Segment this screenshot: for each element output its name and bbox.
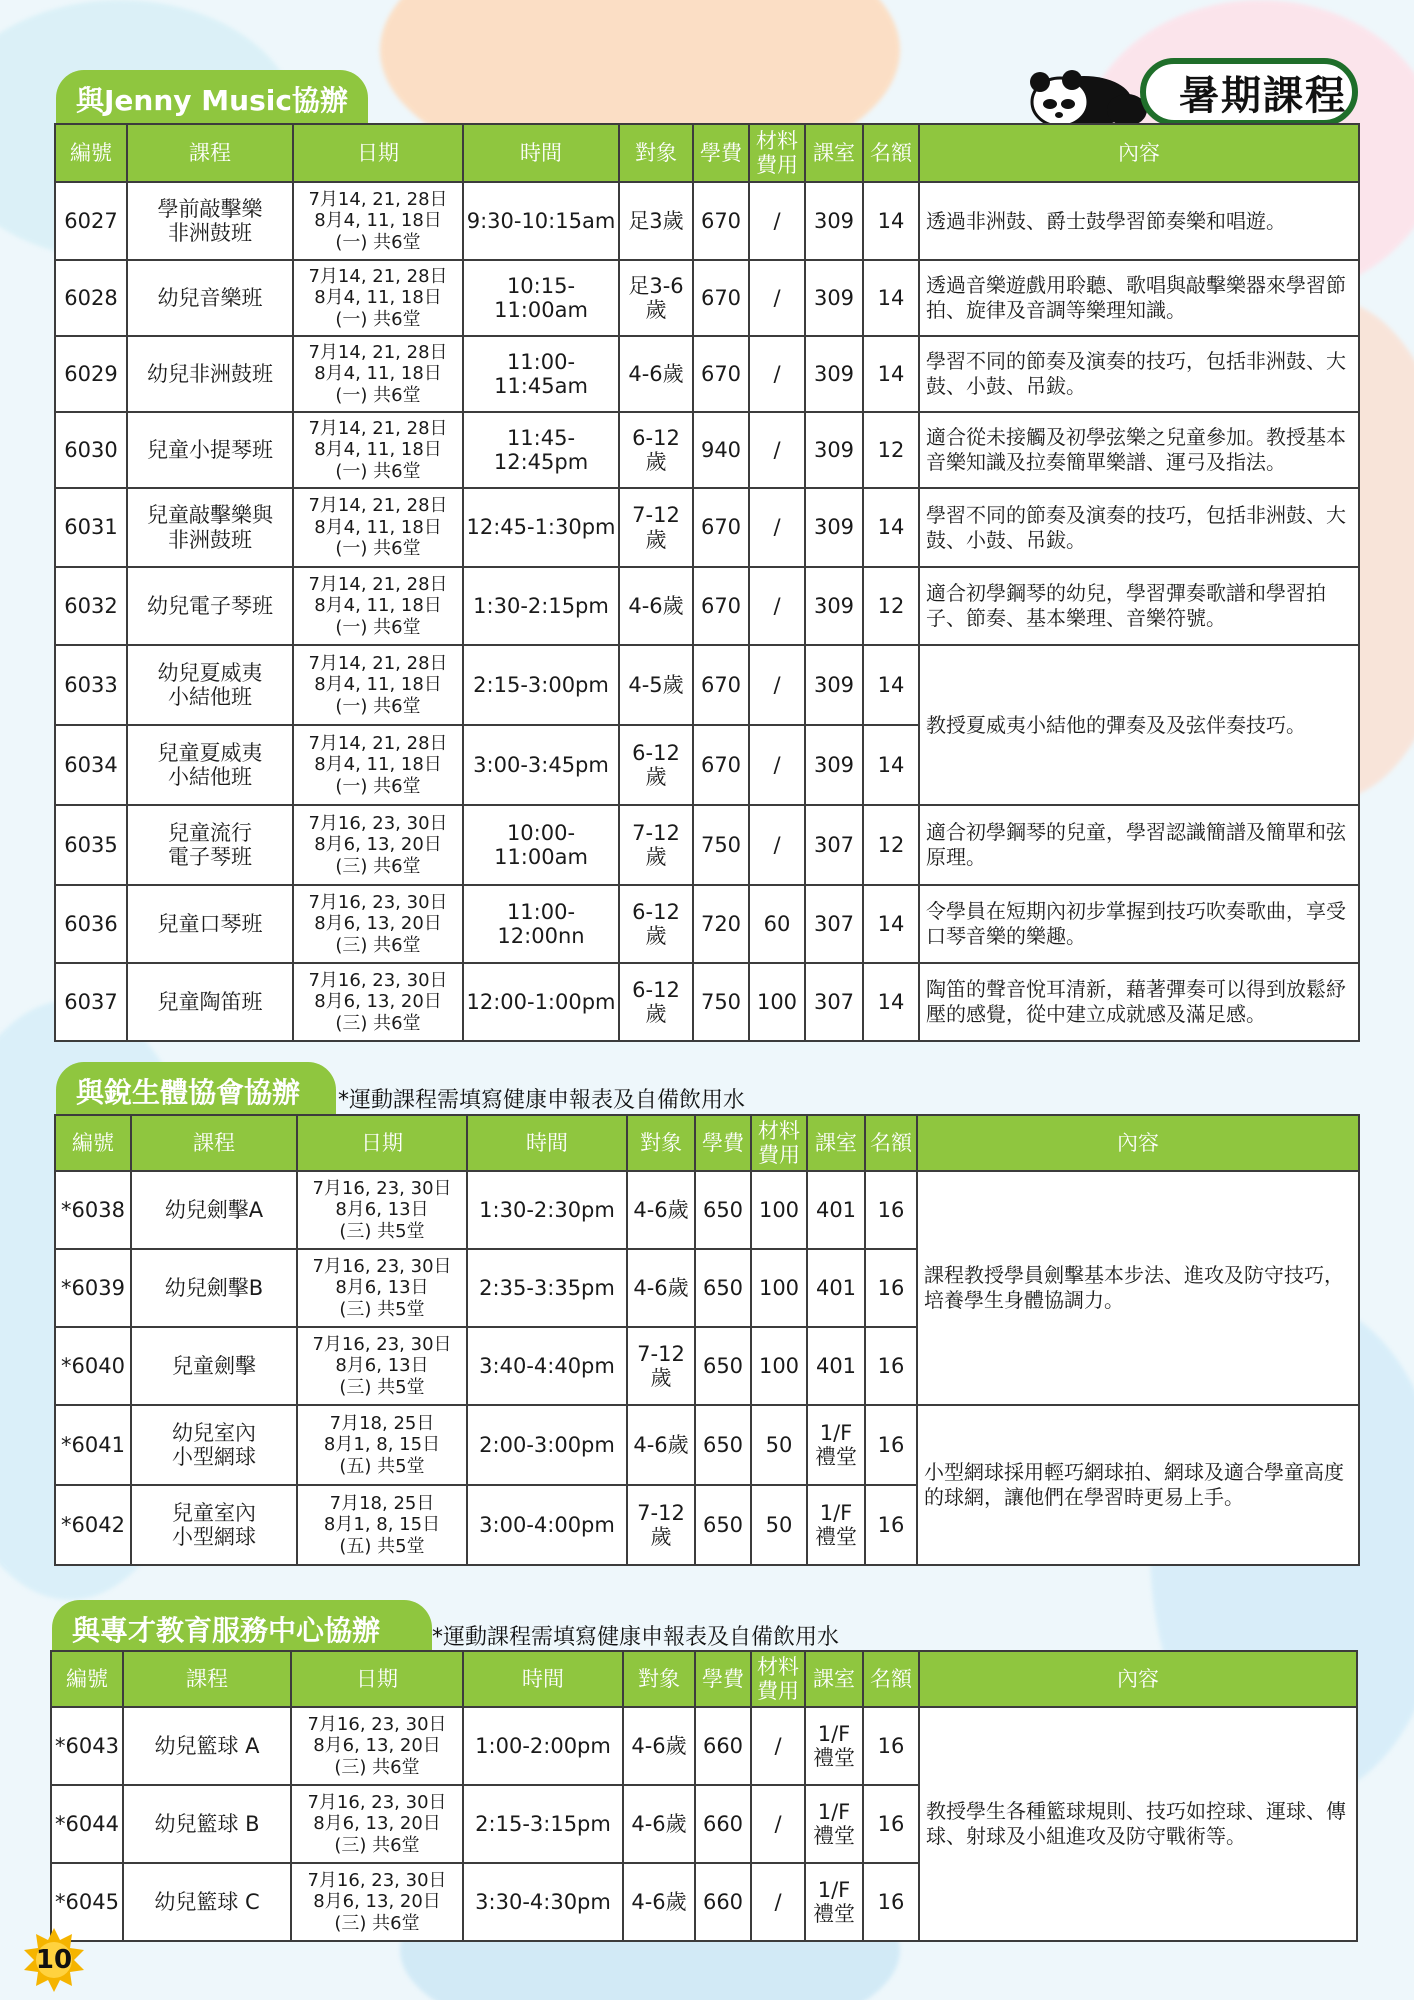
course-time: 2:00-3:00pm	[467, 1405, 627, 1485]
column-header: 課程	[123, 1651, 291, 1707]
course-room: 309	[805, 412, 863, 488]
page-number: 10	[35, 1945, 73, 1975]
course-time: 11:00-11:45am	[463, 336, 619, 412]
course-code: *6040	[55, 1327, 131, 1405]
table-header-row	[55, 1115, 1359, 1171]
column-header: 課室	[805, 124, 863, 182]
course-description: 適合從未接觸及初學弦樂之兒童參加。教授基本音樂知識及拉奏簡單樂譜、運弓及指法。	[919, 412, 1359, 488]
course-room: 1/F 禮堂	[805, 1785, 863, 1863]
course-age: 足3歲	[619, 182, 693, 260]
column-header: 課程	[127, 124, 293, 182]
course-description: 透過音樂遊戲用聆聽、歌唱與敲擊樂器來學習節拍、旋律及音調等樂理知識。	[919, 260, 1359, 336]
course-material-fee: /	[749, 725, 805, 805]
course-fee: 670	[693, 645, 749, 725]
column-header: 名額	[863, 124, 919, 182]
schedule-table-zhuancai	[50, 1650, 1358, 1942]
course-fee: 940	[693, 412, 749, 488]
course-quota: 14	[863, 488, 919, 567]
course-quota: 12	[863, 805, 919, 885]
course-fee: 670	[693, 725, 749, 805]
course-material-fee: /	[749, 805, 805, 885]
course-quota: 16	[863, 1707, 919, 1785]
course-dates: 7月16, 23, 30日 8月6, 13, 20日 (三) 共6堂	[293, 885, 463, 963]
column-header: 名額	[863, 1651, 919, 1707]
course-age: 4-6歲	[619, 336, 693, 412]
course-room: 309	[805, 336, 863, 412]
course-room: 1/F 禮堂	[807, 1405, 865, 1485]
course-name: 幼兒劍擊A	[131, 1171, 297, 1249]
course-description: 適合初學鋼琴的兒童，學習認識簡譜及簡單和弦原理。	[919, 805, 1359, 885]
course-room: 401	[807, 1327, 865, 1405]
course-dates: 7月14, 21, 28日 8月4, 11, 18日 (一) 共6堂	[293, 182, 463, 260]
course-age: 7-12歲	[627, 1327, 695, 1405]
course-quota: 14	[863, 725, 919, 805]
column-header: 課室	[807, 1115, 865, 1171]
section-tab-zhuancai: 與專才教育服務中心協辦	[52, 1600, 432, 1658]
course-name: 幼兒籃球 C	[123, 1863, 291, 1941]
course-room: 309	[805, 725, 863, 805]
course-age: 足3-6 歲	[619, 260, 693, 336]
course-age: 6-12歲	[619, 885, 693, 963]
column-header: 編號	[55, 124, 127, 182]
course-description: 學習不同的節奏及演奏的技巧，包括非洲鼓、大鼓、小鼓、吊鈸。	[919, 488, 1359, 567]
course-name: 兒童小提琴班	[127, 412, 293, 488]
course-time: 2:15-3:15pm	[463, 1785, 623, 1863]
course-dates: 7月16, 23, 30日 8月6, 13, 20日 (三) 共6堂	[291, 1785, 463, 1863]
course-fee: 650	[695, 1405, 751, 1485]
course-dates: 7月16, 23, 30日 8月6, 13日 (三) 共5堂	[297, 1171, 467, 1249]
course-dates: 7月14, 21, 28日 8月4, 11, 18日 (一) 共6堂	[293, 645, 463, 725]
course-age: 4-6歲	[627, 1405, 695, 1485]
course-time: 3:30-4:30pm	[463, 1863, 623, 1941]
course-dates: 7月18, 25日 8月1, 8, 15日 (五) 共5堂	[297, 1405, 467, 1485]
course-code: *6044	[51, 1785, 123, 1863]
course-code: 6033	[55, 645, 127, 725]
course-dates: 7月16, 23, 30日 8月6, 13日 (三) 共5堂	[297, 1327, 467, 1405]
section-tab-jenny-music: 與Jenny Music協辦	[56, 70, 368, 128]
column-header: 名額	[865, 1115, 917, 1171]
course-time: 12:45-1:30pm	[463, 488, 619, 567]
column-header: 內容	[919, 124, 1359, 182]
table-row	[55, 260, 1359, 336]
course-fee: 660	[695, 1707, 751, 1785]
course-name: 兒童流行 電子琴班	[127, 805, 293, 885]
section-note: *運動課程需填寫健康申報表及自備飲用水	[432, 1625, 840, 1650]
course-quota: 16	[863, 1785, 919, 1863]
course-code: 6036	[55, 885, 127, 963]
schedule-table-ruisheng	[54, 1114, 1360, 1566]
course-dates: 7月14, 21, 28日 8月4, 11, 18日 (一) 共6堂	[293, 336, 463, 412]
column-header: 日期	[293, 124, 463, 182]
course-description: 小型網球採用輕巧網球拍、網球及適合學童高度的球網，讓他們在學習時更易上手。	[917, 1405, 1359, 1565]
course-name: 幼兒非洲鼓班	[127, 336, 293, 412]
course-name: 兒童室內 小型網球	[131, 1485, 297, 1565]
column-header: 內容	[917, 1115, 1359, 1171]
course-fee: 750	[693, 805, 749, 885]
course-time: 11:00-12:00nn	[463, 885, 619, 963]
column-header: 日期	[297, 1115, 467, 1171]
course-fee: 650	[695, 1327, 751, 1405]
column-header: 課程	[131, 1115, 297, 1171]
course-description: 教授學生各種籃球規則、技巧如控球、運球、傳球、射球及小組進攻及防守戰術等。	[919, 1707, 1357, 1941]
course-room: 309	[805, 182, 863, 260]
column-header: 時間	[467, 1115, 627, 1171]
course-time: 10:00-11:00am	[463, 805, 619, 885]
course-material-fee: 60	[749, 885, 805, 963]
course-name: 兒童夏威夷 小結他班	[127, 725, 293, 805]
table-row	[55, 885, 1359, 963]
course-dates: 7月14, 21, 28日 8月4, 11, 18日 (一) 共6堂	[293, 567, 463, 645]
section-tab-ruisheng: 與銳生體協會協辦	[56, 1062, 336, 1120]
course-material-fee: /	[749, 336, 805, 412]
course-name: 幼兒劍擊B	[131, 1249, 297, 1327]
course-dates: 7月14, 21, 28日 8月4, 11, 18日 (一) 共6堂	[293, 488, 463, 567]
course-age: 7-12歲	[619, 488, 693, 567]
course-material-fee: /	[749, 645, 805, 725]
course-material-fee: 100	[751, 1171, 807, 1249]
course-dates: 7月14, 21, 28日 8月4, 11, 18日 (一) 共6堂	[293, 260, 463, 336]
column-header: 時間	[463, 1651, 623, 1707]
course-material-fee: 50	[751, 1485, 807, 1565]
course-fee: 670	[693, 488, 749, 567]
course-dates: 7月16, 23, 30日 8月6, 13, 20日 (三) 共6堂	[293, 963, 463, 1041]
table-header-row	[51, 1651, 1357, 1707]
course-room: 309	[805, 488, 863, 567]
table-header-row	[55, 124, 1359, 182]
table-row	[55, 182, 1359, 260]
course-code: 6028	[55, 260, 127, 336]
column-header: 材料 費用	[751, 1115, 807, 1171]
course-age: 4-6歲	[623, 1785, 695, 1863]
course-fee: 650	[695, 1485, 751, 1565]
course-room: 309	[805, 645, 863, 725]
column-header: 時間	[463, 124, 619, 182]
course-dates: 7月16, 23, 30日 8月6, 13, 20日 (三) 共6堂	[291, 1707, 463, 1785]
table-row	[55, 645, 1359, 725]
course-code: *6039	[55, 1249, 131, 1327]
course-room: 1/F 禮堂	[805, 1863, 863, 1941]
course-description: 課程教授學員劍擊基本步法、進攻及防守技巧，培養學生身體協調力。	[917, 1171, 1359, 1405]
course-quota: 14	[863, 336, 919, 412]
section-note: *運動課程需填寫健康申報表及自備飲用水	[338, 1088, 746, 1113]
course-room: 307	[805, 805, 863, 885]
column-header: 學費	[695, 1651, 751, 1707]
table-row	[55, 336, 1359, 412]
course-time: 1:30-2:15pm	[463, 567, 619, 645]
course-code: 6027	[55, 182, 127, 260]
course-code: 6034	[55, 725, 127, 805]
course-quota: 16	[863, 1863, 919, 1941]
course-quota: 14	[863, 885, 919, 963]
course-time: 2:15-3:00pm	[463, 645, 619, 725]
table-row	[55, 1405, 1359, 1485]
course-name: 幼兒室內 小型網球	[131, 1405, 297, 1485]
course-name: 兒童陶笛班	[127, 963, 293, 1041]
course-description: 透過非洲鼓、爵士鼓學習節奏樂和唱遊。	[919, 182, 1359, 260]
course-material-fee: /	[749, 488, 805, 567]
course-time: 3:40-4:40pm	[467, 1327, 627, 1405]
course-material-fee: /	[751, 1707, 805, 1785]
course-description: 適合初學鋼琴的幼兒，學習彈奏歌譜和學習拍子、節奏、基本樂理、音樂符號。	[919, 567, 1359, 645]
course-quota: 16	[865, 1405, 917, 1485]
course-fee: 720	[693, 885, 749, 963]
course-description: 陶笛的聲音悅耳清新，藉著彈奏可以得到放鬆紓壓的感覺，從中建立成就感及滿足感。	[919, 963, 1359, 1041]
course-dates: 7月16, 23, 30日 8月6, 13, 20日 (三) 共6堂	[291, 1863, 463, 1941]
course-room: 401	[807, 1171, 865, 1249]
course-room: 307	[805, 963, 863, 1041]
course-age: 4-6歲	[619, 567, 693, 645]
course-fee: 660	[695, 1785, 751, 1863]
column-header: 編號	[51, 1651, 123, 1707]
course-quota: 12	[863, 412, 919, 488]
course-material-fee: /	[749, 567, 805, 645]
course-material-fee: /	[749, 182, 805, 260]
course-room: 309	[805, 260, 863, 336]
course-room: 309	[805, 567, 863, 645]
course-room: 1/F 禮堂	[807, 1485, 865, 1565]
course-quota: 16	[865, 1171, 917, 1249]
course-fee: 670	[693, 260, 749, 336]
course-dates: 7月18, 25日 8月1, 8, 15日 (五) 共5堂	[297, 1485, 467, 1565]
course-material-fee: /	[749, 412, 805, 488]
course-time: 3:00-3:45pm	[463, 725, 619, 805]
table-row	[55, 488, 1359, 567]
course-age: 4-6歲	[627, 1171, 695, 1249]
course-code: *6045	[51, 1863, 123, 1941]
course-quota: 12	[863, 567, 919, 645]
course-code: 6032	[55, 567, 127, 645]
course-quota: 16	[865, 1249, 917, 1327]
column-header: 對象	[619, 124, 693, 182]
course-dates: 7月14, 21, 28日 8月4, 11, 18日 (一) 共6堂	[293, 725, 463, 805]
course-age: 6-12歲	[619, 412, 693, 488]
course-name: 兒童劍擊	[131, 1327, 297, 1405]
course-material-fee: /	[751, 1863, 805, 1941]
table-row	[51, 1707, 1357, 1785]
course-fee: 650	[695, 1171, 751, 1249]
course-room: 401	[807, 1249, 865, 1327]
course-quota: 14	[863, 182, 919, 260]
course-fee: 660	[695, 1863, 751, 1941]
page-title: 暑期課程	[1140, 58, 1358, 126]
course-code: *6043	[51, 1707, 123, 1785]
table-row	[55, 412, 1359, 488]
course-quota: 14	[863, 645, 919, 725]
course-name: 幼兒夏威夷 小結他班	[127, 645, 293, 725]
course-code: 6029	[55, 336, 127, 412]
course-description: 教授夏威夷小結他的彈奏及及弦伴奏技巧。	[919, 645, 1359, 805]
course-time: 9:30-10:15am	[463, 182, 619, 260]
course-code: 6031	[55, 488, 127, 567]
column-header: 課室	[805, 1651, 863, 1707]
table-row	[55, 567, 1359, 645]
course-fee: 650	[695, 1249, 751, 1327]
table-row	[55, 963, 1359, 1041]
column-header: 對象	[627, 1115, 695, 1171]
course-time: 1:30-2:30pm	[467, 1171, 627, 1249]
course-code: *6038	[55, 1171, 131, 1249]
course-time: 10:15-11:00am	[463, 260, 619, 336]
course-quota: 14	[863, 260, 919, 336]
course-code: 6030	[55, 412, 127, 488]
course-code: 6035	[55, 805, 127, 885]
course-name: 幼兒籃球 B	[123, 1785, 291, 1863]
course-material-fee: 50	[751, 1405, 807, 1485]
course-material-fee: 100	[751, 1249, 807, 1327]
course-age: 7-12歲	[627, 1485, 695, 1565]
course-time: 1:00-2:00pm	[463, 1707, 623, 1785]
course-age: 4-6歲	[627, 1249, 695, 1327]
course-fee: 750	[693, 963, 749, 1041]
column-header: 編號	[55, 1115, 131, 1171]
course-material-fee: /	[749, 260, 805, 336]
column-header: 學費	[693, 124, 749, 182]
course-dates: 7月14, 21, 28日 8月4, 11, 18日 (一) 共6堂	[293, 412, 463, 488]
course-quota: 14	[863, 963, 919, 1041]
course-name: 幼兒籃球 A	[123, 1707, 291, 1785]
course-quota: 16	[865, 1485, 917, 1565]
column-header: 材料 費用	[751, 1651, 805, 1707]
course-name: 學前敲擊樂 非洲鼓班	[127, 182, 293, 260]
table-row	[55, 1171, 1359, 1249]
course-age: 4-6歲	[623, 1707, 695, 1785]
course-name: 兒童敲擊樂與 非洲鼓班	[127, 488, 293, 567]
course-code: *6042	[55, 1485, 131, 1565]
course-time: 12:00-1:00pm	[463, 963, 619, 1041]
course-age: 7-12歲	[619, 805, 693, 885]
column-header: 材料 費用	[749, 124, 805, 182]
course-fee: 670	[693, 182, 749, 260]
course-material-fee: /	[751, 1785, 805, 1863]
course-time: 2:35-3:35pm	[467, 1249, 627, 1327]
course-code: *6041	[55, 1405, 131, 1485]
course-dates: 7月16, 23, 30日 8月6, 13日 (三) 共5堂	[297, 1249, 467, 1327]
course-age: 6-12歲	[619, 963, 693, 1041]
column-header: 學費	[695, 1115, 751, 1171]
course-age: 4-6歲	[623, 1863, 695, 1941]
column-header: 內容	[919, 1651, 1357, 1707]
schedule-table-jenny-music	[54, 123, 1360, 1042]
course-fee: 670	[693, 567, 749, 645]
course-name: 兒童口琴班	[127, 885, 293, 963]
course-time: 3:00-4:00pm	[467, 1485, 627, 1565]
column-header: 對象	[623, 1651, 695, 1707]
course-material-fee: 100	[749, 963, 805, 1041]
course-quota: 16	[865, 1327, 917, 1405]
course-time: 11:45-12:45pm	[463, 412, 619, 488]
course-fee: 670	[693, 336, 749, 412]
course-description: 令學員在短期內初步掌握到技巧吹奏歌曲，享受口琴音樂的樂趣。	[919, 885, 1359, 963]
course-material-fee: 100	[751, 1327, 807, 1405]
course-age: 6-12歲	[619, 725, 693, 805]
course-room: 307	[805, 885, 863, 963]
page-number-badge	[22, 1928, 86, 1992]
course-name: 幼兒音樂班	[127, 260, 293, 336]
column-header: 日期	[291, 1651, 463, 1707]
course-room: 1/F 禮堂	[805, 1707, 863, 1785]
course-age: 4-5歲	[619, 645, 693, 725]
course-dates: 7月16, 23, 30日 8月6, 13, 20日 (三) 共6堂	[293, 805, 463, 885]
table-row	[55, 805, 1359, 885]
course-code: 6037	[55, 963, 127, 1041]
course-name: 幼兒電子琴班	[127, 567, 293, 645]
course-description: 學習不同的節奏及演奏的技巧，包括非洲鼓、大鼓、小鼓、吊鈸。	[919, 336, 1359, 412]
